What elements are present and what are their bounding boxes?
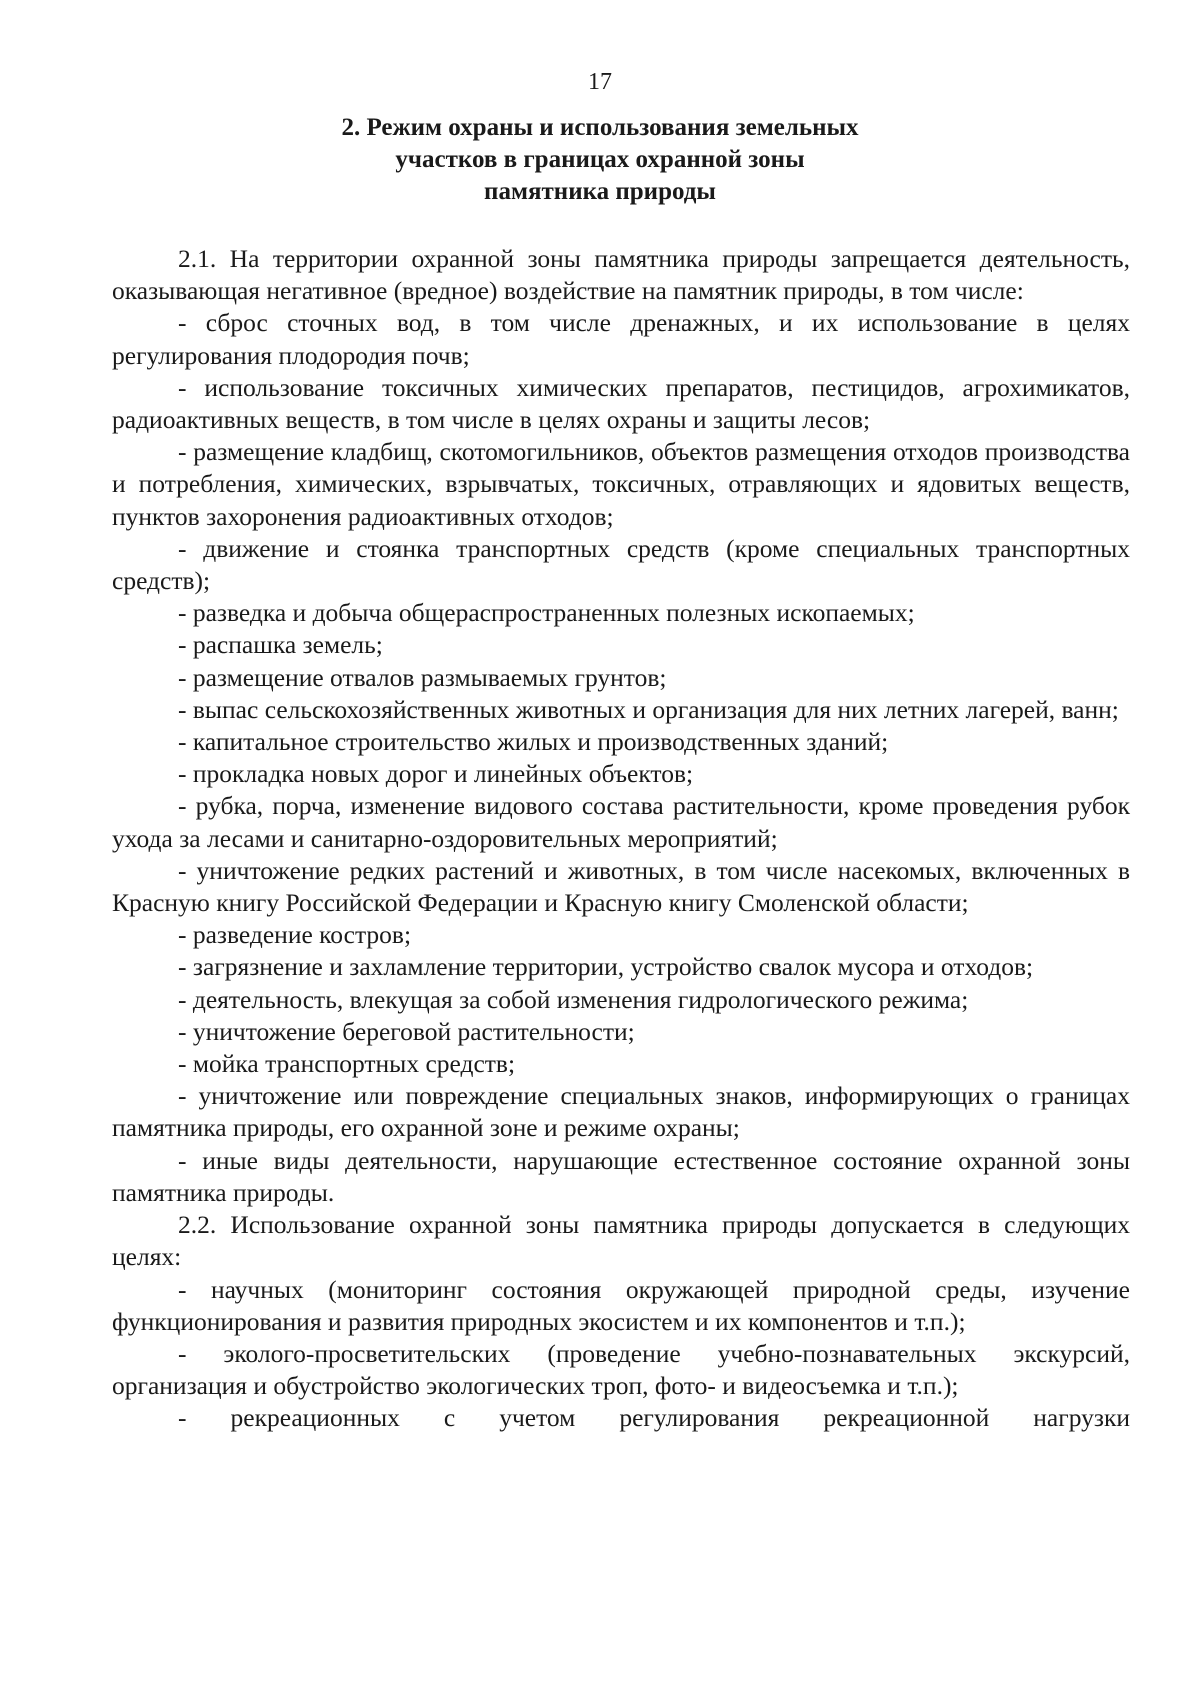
paragraph: 2.1. На территории охранной зоны памятника природы запрещается деятельность, оказывающая негативное (вредное) воздействие на памятник природы, в том числе:	[112, 244, 1130, 306]
list-item: - мойка транспортных средств;	[178, 1049, 516, 1079]
list-item: - использование токсичных химических препаратов, пестицидов, агрохимикатов, радиоактивных веществ, в том числе в целях охраны и защиты лесов;	[112, 372, 1130, 435]
section-title-line: 2. Режим охраны и использования земельных	[341, 114, 859, 141]
list-item: - прокладка новых дорог и линейных объектов;	[178, 759, 694, 789]
list-item: - разведение костров;	[178, 920, 412, 950]
list-item: - разведка и добыча общераспространенных полезных ископаемых;	[178, 598, 915, 628]
list-item: - уничтожение редких растений и животных, в том числе насекомых, включенных в Красную книгу Российской Федерации и Красную книгу Смоленской области;	[112, 855, 1130, 918]
list-item: - выпас сельскохозяйственных животных и организация для них летних лагерей, ванн;	[178, 694, 1119, 724]
list-item: - рубка, порча, изменение видового состава растительности, кроме проведения рубок ухода за лесами и санитарно-оздоровительных мероприятий;	[112, 791, 1130, 853]
list-item: - рекреационных с учетом регулирования рекреационной нагрузки	[178, 1403, 1130, 1433]
section-title-line: участков в границах охранной зоны	[395, 146, 805, 173]
list-item: - размещение кладбищ, скотомогильников, объектов размещения отходов производства и потребления, химических, взрывчатых, токсичных, отравляющих и ядовитых веществ, пунктов захоронения радиоактивных отходов;	[112, 437, 1130, 531]
section-title	[0, 112, 1200, 208]
list-item: - уничтожение береговой растительности;	[178, 1016, 635, 1046]
list-item: - размещение отвалов размываемых грунтов;	[178, 662, 667, 692]
list-item: - деятельность, влекущая за собой изменения гидрологического режима;	[178, 984, 969, 1014]
document-body	[112, 243, 1130, 1435]
list-item: - научных (мониторинг состояния окружающей природной среды, изучение функционирования и развития природных экосистем и их компонентов и т.п.);	[112, 1274, 1130, 1336]
list-item: - уничтожение или повреждение специальных знаков, информирующих о границах памятника природы, его охранной зоне и режиме охраны;	[112, 1081, 1130, 1143]
paragraph: 2.2. Использование охранной зоны памятника природы допускается в следующих целях:	[112, 1210, 1130, 1272]
page-number: 17	[588, 69, 612, 95]
list-item: - эколого-просветительских (проведение учебно-познавательных экскурсий, организация и обустройство экологических троп, фото- и видеосъемка и т.п.);	[112, 1338, 1130, 1401]
list-item: - распашка земель;	[178, 630, 383, 660]
list-item: - загрязнение и захламление территории, устройство свалок мусора и отходов;	[178, 952, 1034, 982]
list-item: - иные виды деятельности, нарушающие естественное состояние охранной зоны памятника природы.	[112, 1145, 1130, 1207]
section-title-line: памятника природы	[484, 178, 716, 205]
list-item: - сброс сточных вод, в том числе дренажных, и их использование в целях регулирования плодородия почв;	[112, 308, 1130, 370]
list-item: - движение и стоянка транспортных средств (кроме специальных транспортных средств);	[112, 533, 1130, 596]
list-item: - капитальное строительство жилых и производственных зданий;	[178, 727, 889, 757]
